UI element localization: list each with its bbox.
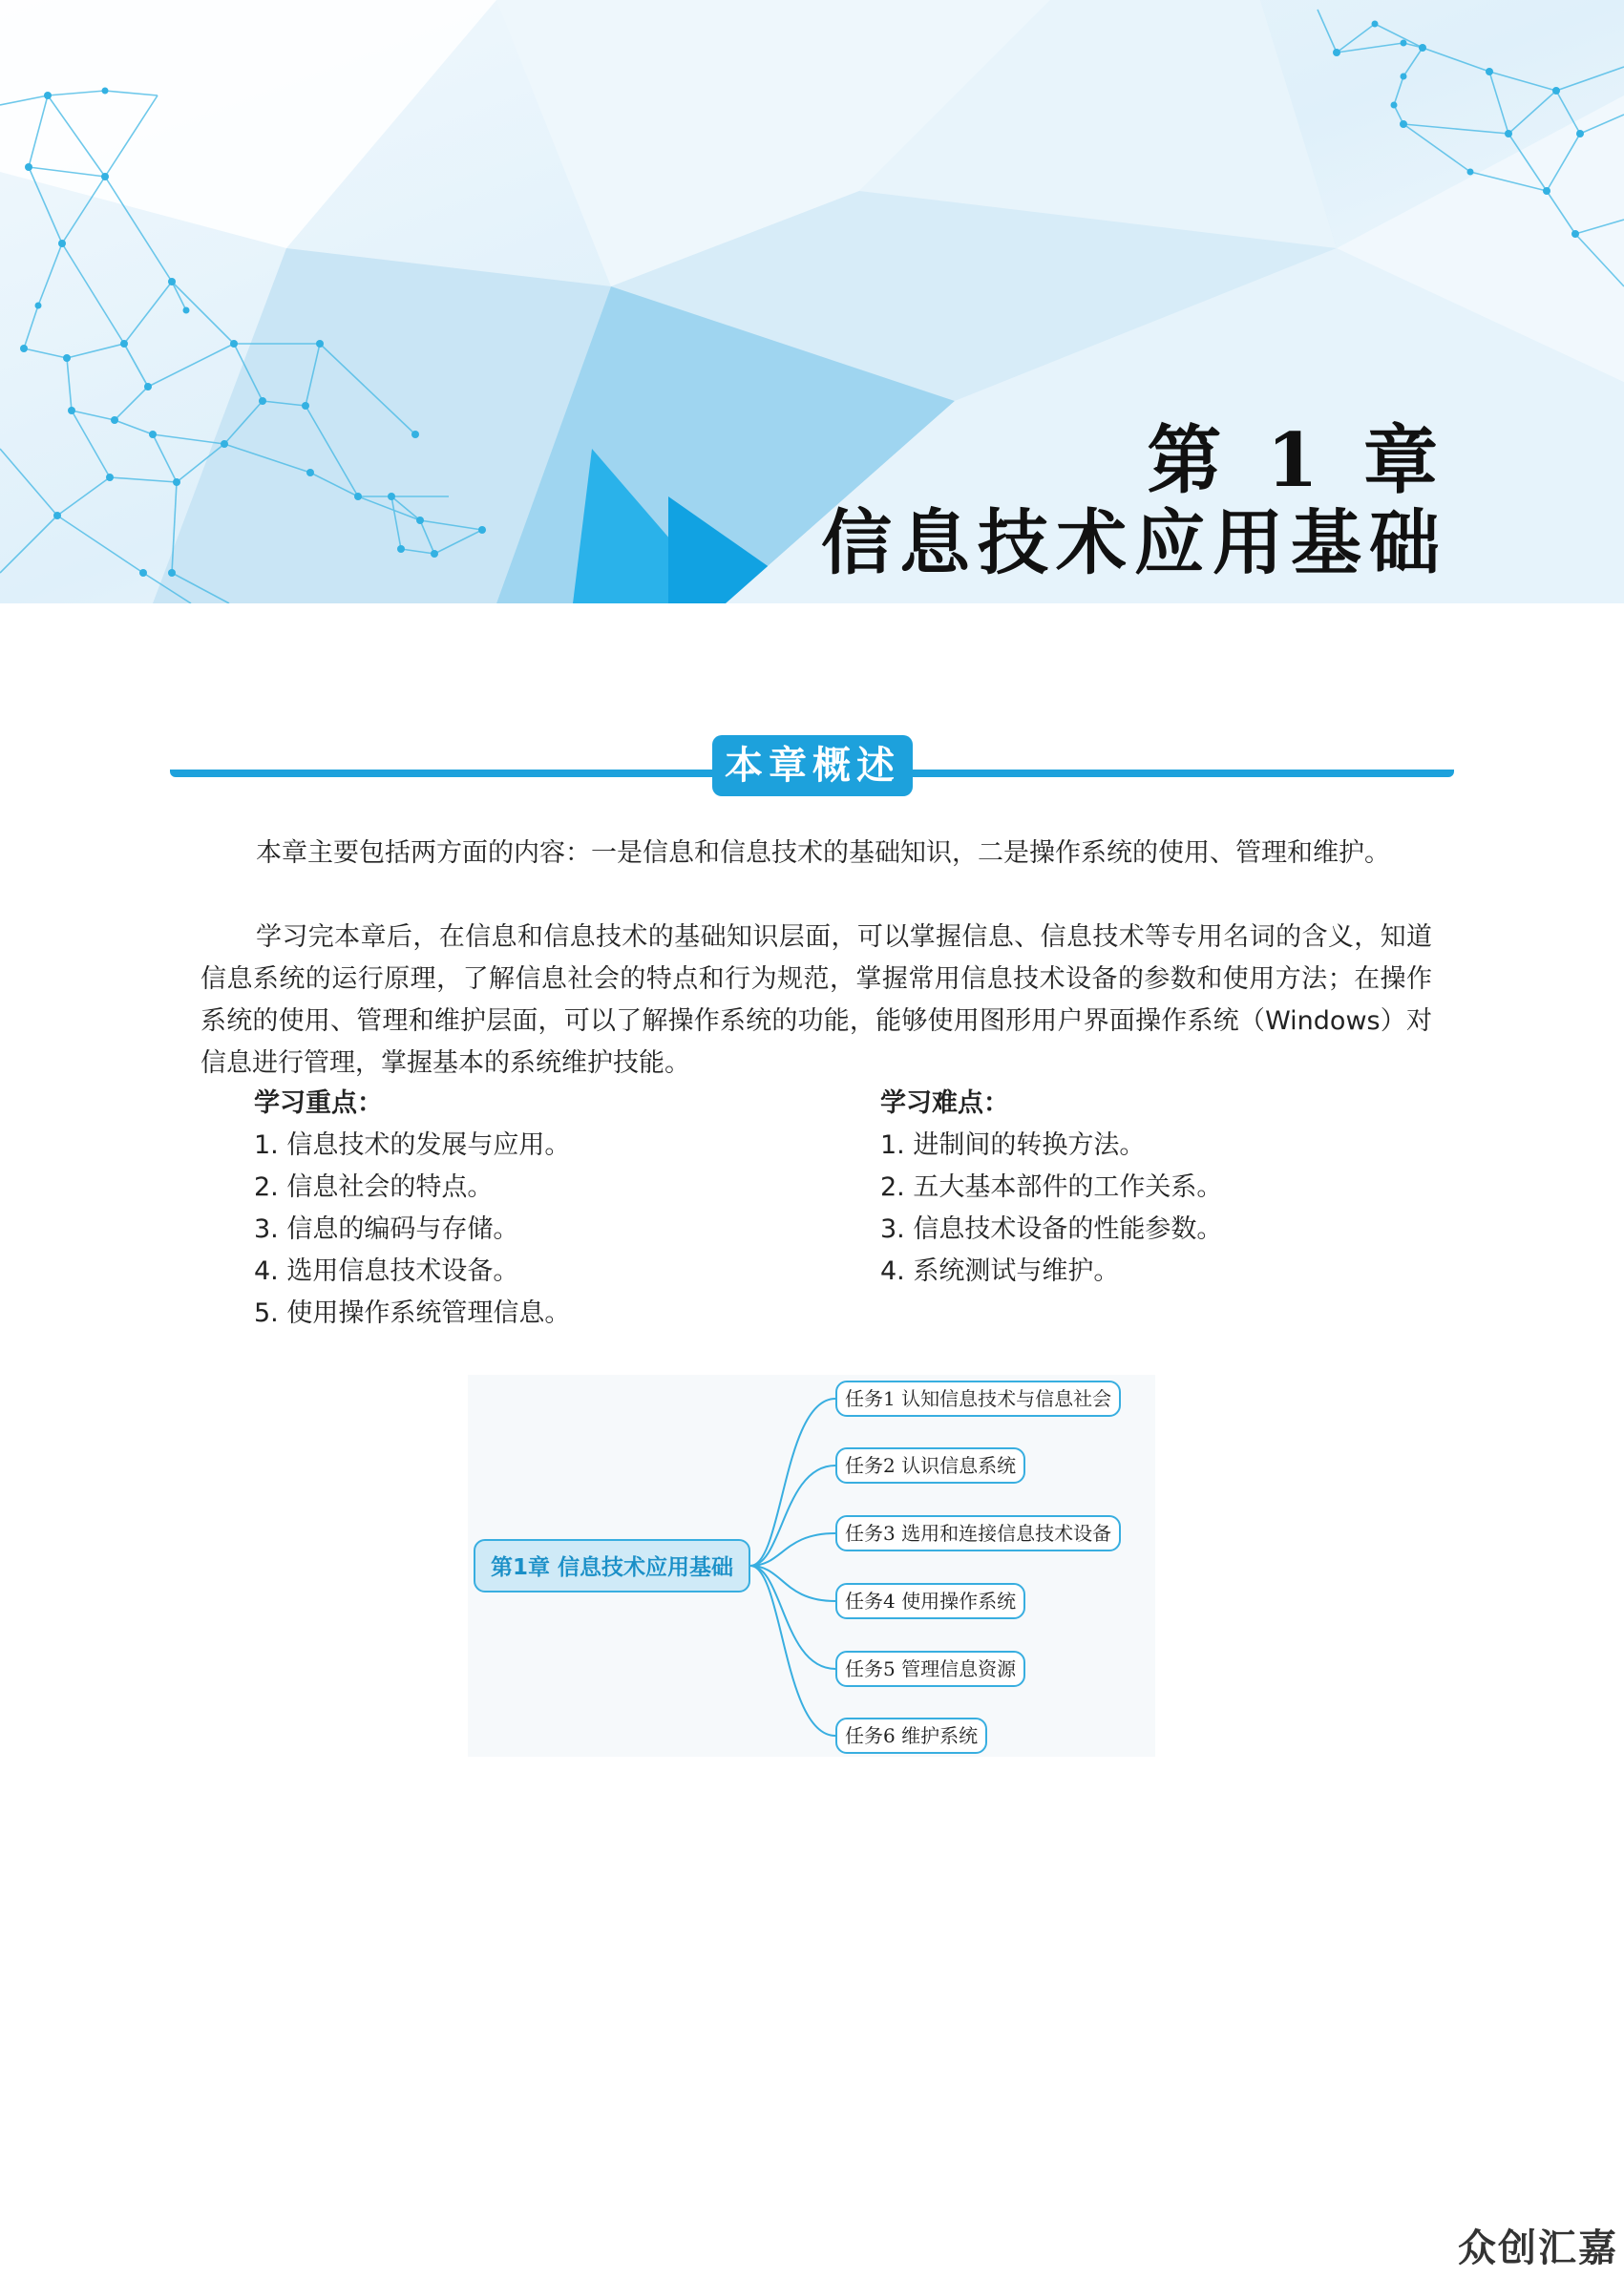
- mindmap-task-5: 任务5 管理信息资源: [835, 1651, 1025, 1687]
- list-item: 2. 五大基本部件的工作关系。: [880, 1172, 1223, 1202]
- difficult-points-list: [880, 1083, 1222, 1293]
- chapter-title: 信息技术应用基础: [821, 502, 1447, 584]
- overview-paragraph-1: 本章主要包括两方面的内容：一是信息和信息技术的基础知识，二是操作系统的使用、管理和维护。: [256, 838, 1390, 868]
- mindmap-task-2: 任务2 认识信息系统: [835, 1447, 1025, 1484]
- list-item: 3. 信息技术设备的性能参数。: [880, 1214, 1223, 1244]
- overview-paragraph-2: 学习完本章后，在信息和信息技术的基础知识层面，可以掌握信息、信息技术等专用名词的含义，知道信息系统的运行原理，了解信息社会的特点和行为规范，掌握常用信息技术设备的参数和使用方法；在操作系统的使用、管理和维护层面，可以了解操作系统的功能，能够使用图形用户界面操作系统（Windows）对信息进行管理，掌握基本的系统维护技能。: [200, 922, 1432, 1078]
- difficult-points-heading: 学习难点：: [880, 1088, 1009, 1118]
- overview-heading: 本章概述: [712, 735, 913, 796]
- overview-section-header: [170, 735, 1454, 802]
- mindmap-task-1: 任务1 认知信息技术与信息社会: [835, 1381, 1121, 1417]
- key-points-heading: 学习重点：: [254, 1088, 383, 1118]
- mindmap-task-6: 任务6 维护系统: [835, 1718, 987, 1754]
- list-item: 5. 使用操作系统管理信息。: [254, 1298, 571, 1328]
- chapter-number: 第 1 章: [1147, 417, 1447, 504]
- key-points-list: [254, 1083, 570, 1335]
- list-item: 2. 信息社会的特点。: [254, 1172, 494, 1202]
- mindmap-task-4: 任务4 使用操作系统: [835, 1583, 1025, 1619]
- list-item: 1. 进制间的转换方法。: [880, 1130, 1146, 1160]
- mindmap-task-3: 任务3 选用和连接信息技术设备: [835, 1515, 1121, 1551]
- list-item: 4. 选用信息技术设备。: [254, 1256, 519, 1286]
- list-item: 3. 信息的编码与存储。: [254, 1214, 519, 1244]
- list-item: 4. 系统测试与维护。: [880, 1256, 1120, 1286]
- list-item: 1. 信息技术的发展与应用。: [254, 1130, 571, 1160]
- chapter-mindmap: [468, 1375, 1155, 1757]
- watermark-logo: 众创汇嘉: [1458, 2226, 1618, 2270]
- mindmap-root: 第1章 信息技术应用基础: [474, 1539, 750, 1592]
- chapter-banner: [0, 0, 1624, 603]
